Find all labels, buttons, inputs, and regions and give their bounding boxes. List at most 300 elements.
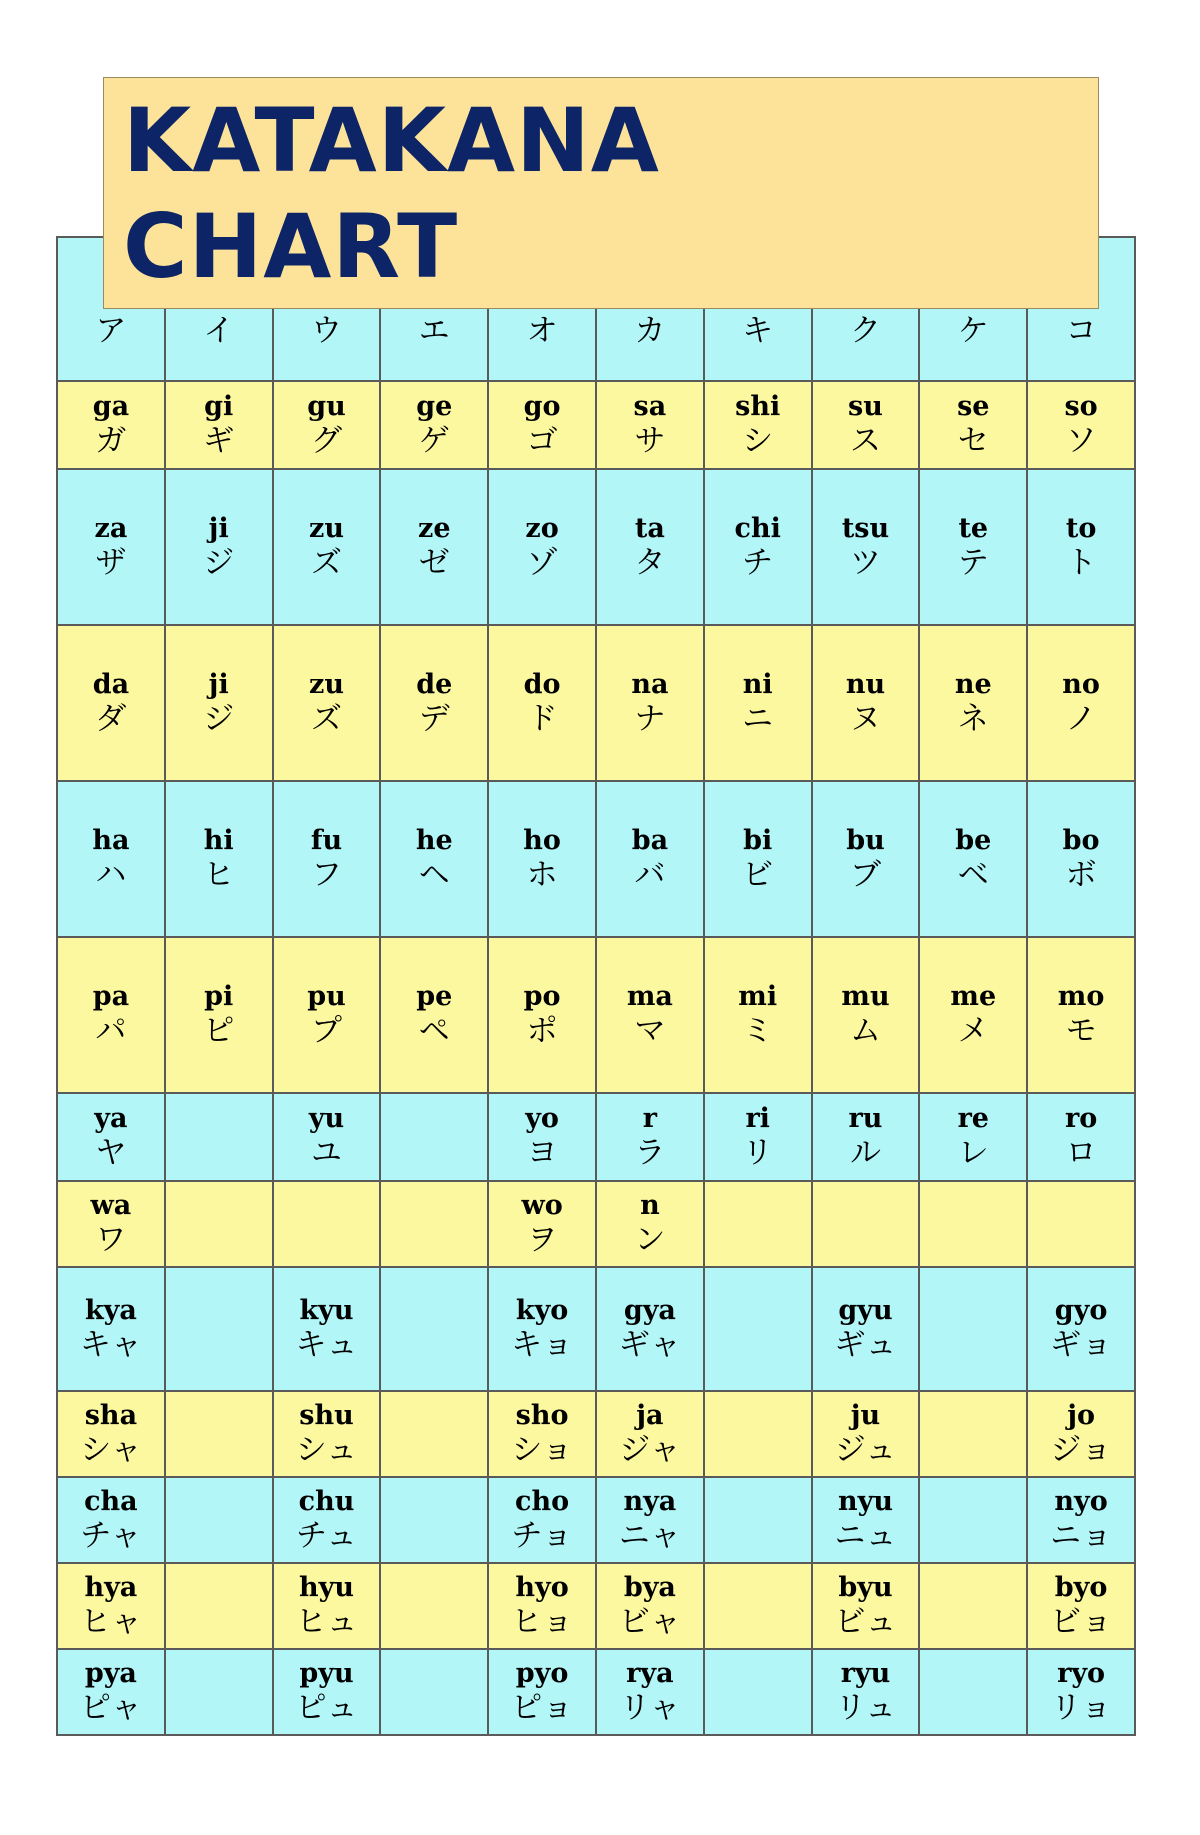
katakana-glyph: フ [310,856,342,893]
kana-cell [705,470,811,624]
romaji-label: pa [92,980,130,1012]
romaji-label: ru [848,1102,883,1134]
katakana-glyph: マ [634,1012,666,1049]
romaji-label: za [94,512,128,544]
romaji-label: ma [626,980,673,1012]
table-row [58,1268,1134,1390]
kana-cell [58,1182,164,1266]
kana-cell [166,1392,272,1476]
katakana-glyph: ル [849,1134,881,1171]
kana-cell [920,626,1026,780]
kana-cell [489,1182,595,1266]
katakana-glyph: ジョ [1050,1431,1112,1468]
katakana-glyph: ブ [849,856,881,893]
katakana-glyph: ワ [95,1221,127,1258]
kana-cell [166,938,272,1092]
kana-cell [489,1268,595,1390]
katakana-glyph: カ [634,313,666,349]
romaji-label: ja [636,1399,664,1431]
kana-cell [489,1392,595,1476]
romaji-label: byu [838,1571,893,1603]
katakana-glyph: ギャ [618,1326,681,1363]
table-row [58,1182,1134,1266]
katakana-glyph: ピャ [79,1689,142,1726]
katakana-glyph: チョ [511,1517,573,1554]
katakana-glyph: イ [203,313,235,349]
katakana-glyph: ピュ [295,1689,358,1726]
romaji-label: pi [204,980,234,1012]
kana-cell [920,382,1026,468]
katakana-glyph: ジャ [619,1431,681,1468]
romaji-label: bo [1062,824,1100,856]
katakana-glyph: ゾ [526,544,558,581]
katakana-glyph: リュ [834,1689,897,1726]
romaji-label: gyo [1054,1294,1108,1326]
table-row [58,782,1134,936]
romaji-label: da [92,668,130,700]
kana-cell [274,1650,380,1734]
romaji-label: bi [743,824,773,856]
kana-cell [1028,782,1134,936]
romaji-label: cha [84,1485,138,1517]
katakana-glyph: ロ [1065,1134,1097,1171]
romaji-label: hyu [299,1571,354,1603]
kana-cell [58,1650,164,1734]
kana-cell [489,1094,595,1180]
romaji-label: he [415,824,453,856]
romaji-label: sho [515,1399,569,1431]
kana-cell [920,1650,1026,1734]
romaji-label: pya [84,1657,137,1689]
romaji-label: go [523,390,561,422]
katakana-glyph: ベ [957,856,989,893]
kana-cell [597,1478,703,1562]
katakana-glyph: メ [957,1012,989,1049]
katakana-glyph: ラ [634,1134,666,1171]
romaji-label: ji [208,512,229,544]
kana-cell [813,382,919,468]
katakana-glyph: ザ [95,544,127,581]
kana-cell [489,626,595,780]
kana-cell [58,1564,164,1648]
romaji-label: nyo [1054,1485,1108,1517]
kana-cell [166,1268,272,1390]
kana-cell [274,1564,380,1648]
table-row [58,938,1134,1092]
kana-cell [166,1564,272,1648]
katakana-glyph: ヲ [526,1221,558,1258]
title-line-2: CHART [123,195,459,298]
katakana-glyph: ヌ [849,700,881,737]
katakana-glyph: キュ [295,1326,358,1363]
kana-cell [920,1094,1026,1180]
katakana-glyph: ガ [95,422,127,459]
romaji-label: ryu [840,1657,891,1689]
katakana-glyph: テ [957,544,989,581]
katakana-glyph: ヨ [526,1134,558,1171]
katakana-glyph: ツ [849,544,881,581]
romaji-label: so [1064,390,1098,422]
kana-cell [58,1392,164,1476]
kana-cell [920,938,1026,1092]
kana-cell [166,1182,272,1266]
kana-cell [597,1094,703,1180]
romaji-label: chi [734,512,781,544]
romaji-label: kyo [515,1294,569,1326]
table-row [58,382,1134,468]
kana-cell [813,626,919,780]
katakana-glyph: ニュ [834,1517,897,1554]
kana-cell [381,1478,487,1562]
katakana-glyph: パ [95,1012,127,1049]
romaji-label: ryo [1057,1657,1106,1689]
katakana-glyph: ビ [742,856,774,893]
katakana-glyph: ユ [310,1134,342,1171]
kana-cell [597,938,703,1092]
katakana-glyph: ビュ [834,1603,897,1640]
kana-cell [1028,382,1134,468]
kana-cell [597,1182,703,1266]
katakana-glyph: ジ [203,700,235,737]
katakana-glyph: シャ [80,1431,142,1468]
table-row [58,1392,1134,1476]
romaji-label: re [957,1102,989,1134]
katakana-glyph: ズ [310,700,342,737]
kana-cell [381,782,487,936]
romaji-label: nya [623,1485,677,1517]
kana-cell [489,938,595,1092]
romaji-label: mo [1057,980,1105,1012]
romaji-label: be [955,824,992,856]
katakana-glyph: ナ [634,700,666,737]
romaji-label: su [848,390,883,422]
title-banner [103,77,1099,309]
romaji-label: ni [742,668,773,700]
katakana-glyph: ウ [310,313,342,349]
kana-cell [166,782,272,936]
romaji-label: shi [735,390,781,422]
kana-cell [489,382,595,468]
romaji-label: hya [84,1571,138,1603]
kana-cell [813,938,919,1092]
table-row [58,1094,1134,1180]
romaji-label: po [523,980,561,1012]
kana-cell [58,626,164,780]
katakana-glyph: ギ [203,422,235,459]
katakana-glyph: サ [634,422,666,459]
kana-cell [813,782,919,936]
katakana-glyph: ド [526,700,558,737]
kana-cell [489,1478,595,1562]
katakana-glyph: ピ [203,1012,235,1049]
katakana-glyph: ミ [742,1012,774,1049]
kana-cell [813,1392,919,1476]
romaji-label: jo [1067,1399,1095,1431]
kana-cell [920,782,1026,936]
kana-cell [381,1268,487,1390]
romaji-label: gya [623,1294,676,1326]
romaji-label: mi [738,980,778,1012]
katakana-glyph: モ [1065,1012,1097,1049]
katakana-glyph: ビャ [618,1603,681,1640]
romaji-label: nu [845,668,886,700]
katakana-glyph: キ [742,313,774,349]
kana-cell [597,382,703,468]
kana-cell [381,1564,487,1648]
katakana-glyph: ゴ [526,422,558,459]
katakana-glyph: ヤ [95,1134,127,1171]
kana-cell [58,782,164,936]
kana-cell [58,382,164,468]
kana-cell [1028,1392,1134,1476]
kana-cell [705,1094,811,1180]
romaji-label: ya [94,1102,128,1134]
kana-cell [705,938,811,1092]
katakana-glyph: シュ [295,1431,358,1468]
romaji-label: kyu [299,1294,354,1326]
kana-cell [381,938,487,1092]
kana-cell [813,1564,919,1648]
table-row [58,1564,1134,1648]
kana-cell [597,626,703,780]
kana-cell [597,782,703,936]
katakana-glyph: ク [849,313,881,349]
katakana-glyph: ト [1065,544,1097,581]
katakana-glyph: ヘ [418,856,450,893]
table-row [58,626,1134,780]
kana-cell [274,1182,380,1266]
kana-cell [274,1268,380,1390]
romaji-label: ne [954,668,992,700]
katakana-glyph: ニョ [1050,1517,1113,1554]
romaji-label: ta [634,512,665,544]
romaji-label: n [640,1189,660,1221]
kana-cell [274,626,380,780]
romaji-label: nyu [838,1485,893,1517]
kana-cell [489,782,595,936]
katakana-glyph: ネ [957,700,989,737]
kana-cell [58,938,164,1092]
romaji-label: ha [92,824,130,856]
kana-cell [1028,626,1134,780]
katakana-glyph: チュ [295,1517,358,1554]
romaji-label: do [523,668,561,700]
katakana-glyph: ペ [418,1012,450,1049]
katakana-glyph: ギュ [834,1326,897,1363]
romaji-label: ga [92,390,130,422]
kana-cell [705,626,811,780]
kana-cell [705,1478,811,1562]
kana-cell [920,1564,1026,1648]
kana-cell [58,1478,164,1562]
romaji-label: de [416,668,453,700]
kana-cell [58,470,164,624]
katakana-glyph: セ [957,422,989,459]
katakana-glyph: ヒュ [295,1603,358,1640]
katakana-glyph: ニ [742,700,774,737]
kana-cell [920,1392,1026,1476]
kana-cell [920,470,1026,624]
romaji-label: pyu [299,1657,354,1689]
romaji-label: gi [204,390,234,422]
romaji-label: ge [416,390,453,422]
katakana-glyph: ボ [1065,856,1097,893]
romaji-label: r [642,1102,657,1134]
romaji-label: ba [631,824,669,856]
katakana-glyph: ピョ [511,1689,574,1726]
romaji-label: zu [309,512,344,544]
romaji-label: ju [850,1399,881,1431]
romaji-label: me [950,980,997,1012]
kana-cell [705,782,811,936]
kana-cell [166,1094,272,1180]
katakana-glyph: ン [634,1221,666,1258]
romaji-label: wa [90,1189,132,1221]
katakana-glyph: ポ [526,1012,558,1049]
romaji-label: tsu [841,512,890,544]
kana-cell [705,1182,811,1266]
katakana-glyph: オ [526,313,558,349]
kana-cell [1028,1478,1134,1562]
katakana-glyph: ビョ [1050,1603,1113,1640]
kana-cell [274,470,380,624]
kana-cell [705,1392,811,1476]
katakana-glyph: ヒョ [511,1603,574,1640]
table-row [58,1478,1134,1562]
katakana-glyph: ジュ [834,1431,897,1468]
romaji-label: pu [307,980,346,1012]
kana-cell [274,1392,380,1476]
katakana-glyph: ジ [203,544,235,581]
kana-cell [813,1650,919,1734]
romaji-label: bya [623,1571,676,1603]
romaji-label: te [958,512,989,544]
katakana-glyph: ギョ [1050,1326,1113,1363]
kana-cell [920,1478,1026,1562]
kana-cell [489,470,595,624]
kana-cell [813,1268,919,1390]
katakana-glyph: タ [634,544,666,581]
romaji-label: ji [208,668,229,700]
kana-cell [1028,470,1134,624]
katakana-glyph: リ [742,1134,774,1171]
romaji-label: hyo [515,1571,569,1603]
romaji-label: pyo [515,1657,569,1689]
table-row [58,470,1134,624]
kana-cell [381,1650,487,1734]
kana-cell [381,382,487,468]
romaji-label: sha [84,1399,138,1431]
kana-cell [58,1094,164,1180]
katakana-glyph: リャ [619,1689,681,1726]
romaji-label: sa [633,390,667,422]
romaji-label: shu [299,1399,354,1431]
kana-cell [381,1094,487,1180]
kana-cell [597,1564,703,1648]
kana-cell [274,782,380,936]
kana-cell [1028,938,1134,1092]
katakana-glyph: チ [742,544,774,581]
katakana-table [56,236,1136,1736]
romaji-label: gyu [838,1294,893,1326]
romaji-label: mu [841,980,890,1012]
katakana-glyph: デ [418,700,450,737]
kana-cell [705,382,811,468]
kana-cell [166,626,272,780]
kana-cell [166,1478,272,1562]
katakana-glyph: グ [310,422,342,459]
romaji-label: wo [521,1189,563,1221]
kana-cell [1028,1650,1134,1734]
romaji-label: yo [525,1102,559,1134]
kana-cell [597,1650,703,1734]
katakana-glyph: ケ [957,313,989,349]
romaji-label: fu [310,824,343,856]
katakana-glyph: プ [310,1012,342,1049]
kana-cell [920,1182,1026,1266]
katakana-glyph: ホ [526,856,558,893]
katakana-glyph: エ [418,313,450,349]
kana-cell [58,1268,164,1390]
katakana-glyph: ヒャ [79,1603,142,1640]
romaji-label: chu [298,1485,355,1517]
kana-cell [813,470,919,624]
katakana-glyph: ゲ [418,422,450,459]
katakana-glyph: リョ [1050,1689,1112,1726]
kana-cell [705,1650,811,1734]
katakana-glyph: キョ [511,1326,574,1363]
table-row [58,1650,1134,1734]
kana-cell [381,1392,487,1476]
kana-cell [166,382,272,468]
kana-cell [597,1392,703,1476]
romaji-label: cho [515,1485,570,1517]
romaji-label: ho [523,824,561,856]
katakana-glyph: レ [957,1134,989,1171]
katakana-glyph: ズ [310,544,342,581]
romaji-label: na [631,668,669,700]
romaji-label: gu [307,390,346,422]
kana-cell [920,1268,1026,1390]
kana-cell [813,1094,919,1180]
kana-cell [166,1650,272,1734]
kana-cell [597,1268,703,1390]
katakana-table-body [58,238,1134,1734]
romaji-label: hi [203,824,234,856]
romaji-label: bu [846,824,885,856]
katakana-glyph: ダ [95,700,127,737]
katakana-glyph: コ [1065,313,1097,349]
katakana-glyph: シ [742,422,774,459]
kana-cell [1028,1564,1134,1648]
romaji-label: no [1062,668,1100,700]
katakana-glyph: チャ [80,1517,142,1554]
katakana-glyph: ヒ [203,856,235,893]
katakana-glyph: ア [95,313,127,349]
kana-cell [274,382,380,468]
katakana-glyph: ノ [1065,700,1097,737]
romaji-label: yu [308,1102,345,1134]
katakana-glyph: ゼ [418,544,450,581]
kana-cell [813,1182,919,1266]
katakana-glyph: ム [849,1012,881,1049]
kana-cell [705,1268,811,1390]
katakana-glyph: ニャ [618,1517,681,1554]
katakana-glyph: キャ [79,1326,142,1363]
title-line-1: KATAKANA [123,89,660,192]
romaji-label: ze [418,512,451,544]
romaji-label: byo [1054,1571,1108,1603]
